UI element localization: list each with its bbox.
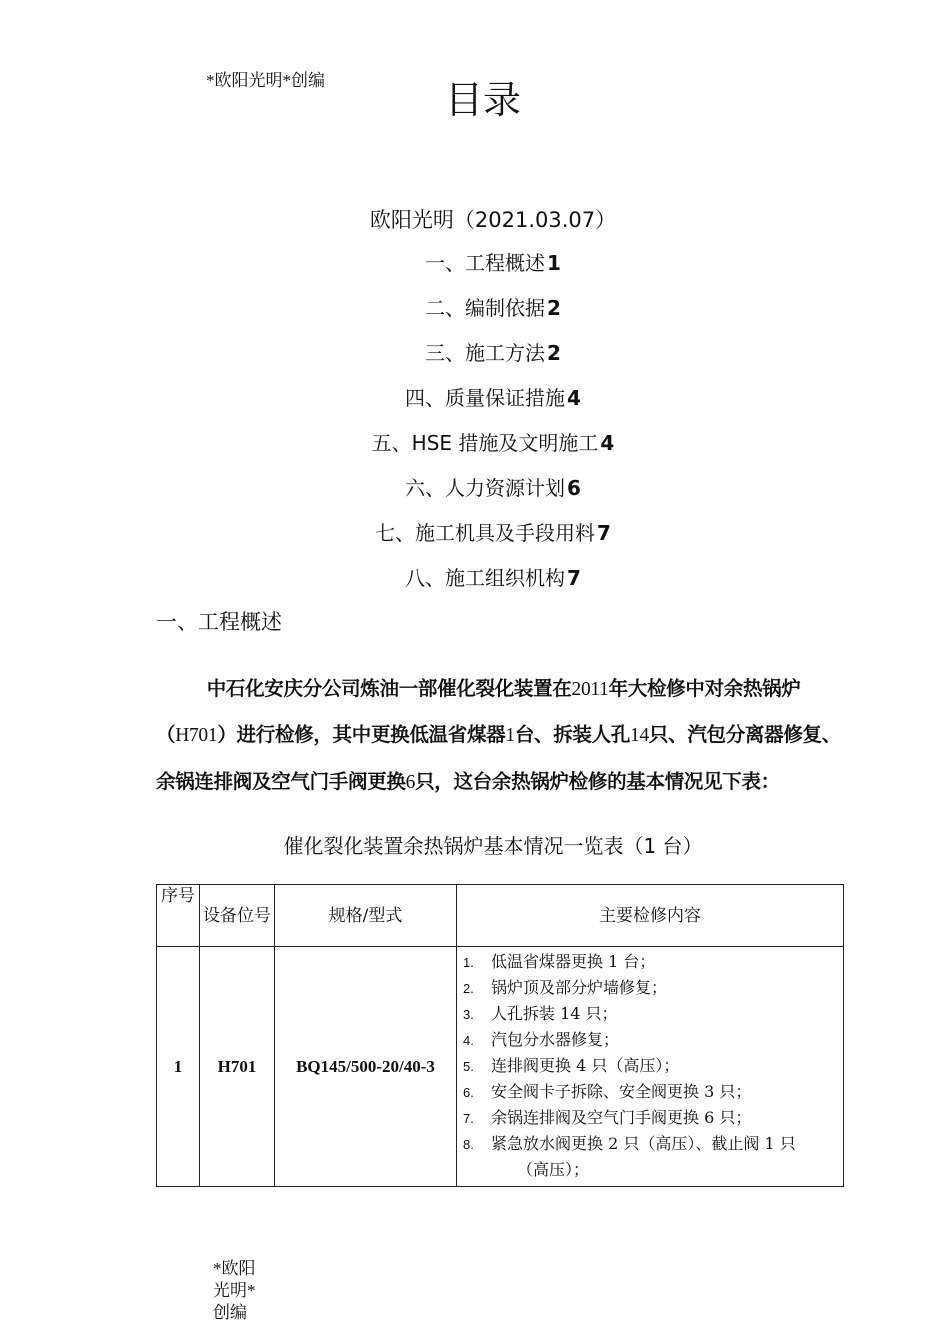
paragraph-number: 1 xyxy=(505,725,515,746)
toc-item[interactable] xyxy=(0,518,950,563)
toc-item-page: 4 xyxy=(600,431,615,455)
toc-item-label: 二、编制依据 xyxy=(425,296,546,320)
section-heading: 一、工程概述 xyxy=(156,610,282,634)
list-item-text: 人孔拆装 14 只； xyxy=(491,1004,618,1023)
table-row xyxy=(157,947,844,1187)
toc-item[interactable] xyxy=(0,248,950,293)
cell-spec: BQ145/500-20/40-3 xyxy=(275,947,457,1187)
list-item-number: 3. xyxy=(463,1007,474,1022)
header-note: *欧阳光明*创编 xyxy=(206,71,325,90)
paragraph-number: 6 xyxy=(405,771,416,793)
table-header-row xyxy=(157,885,844,947)
footer-note: *欧阳光明*创编 xyxy=(213,1259,256,1322)
list-item-number: 5. xyxy=(463,1059,474,1074)
toc-item-label: 七、施工机具及手段用料 xyxy=(375,521,596,545)
list-item xyxy=(463,1131,839,1157)
toc-item-page: 7 xyxy=(597,521,611,545)
list-item-number: 8. xyxy=(463,1137,474,1152)
toc-item-page: 7 xyxy=(567,566,581,590)
overview-paragraph xyxy=(156,666,856,806)
cell-work xyxy=(457,947,844,1187)
paragraph-text: ）进行检修，其中更换低温省煤器 xyxy=(217,723,506,746)
toc-item-page: 4 xyxy=(567,386,581,410)
toc-item-label: 一、工程概述 xyxy=(425,251,546,275)
table-of-contents xyxy=(0,248,950,608)
toc-item[interactable] xyxy=(0,293,950,338)
work-list xyxy=(463,949,839,1182)
list-item xyxy=(463,1001,839,1027)
toc-item-label: 六、人力资源计划 xyxy=(405,476,566,500)
toc-author-line: 欧阳光明（2021.03.07） xyxy=(369,208,617,232)
toc-item[interactable] xyxy=(0,338,950,383)
toc-item-page: 6 xyxy=(567,476,581,500)
toc-item[interactable] xyxy=(0,428,950,473)
list-item xyxy=(463,1105,839,1131)
list-item xyxy=(463,949,839,975)
inspection-table xyxy=(156,884,844,1187)
list-item xyxy=(463,1079,839,1105)
list-item xyxy=(463,1053,839,1079)
paragraph-text: 年大检修中对余热锅炉（ xyxy=(156,676,801,746)
table-caption: 催化裂化装置余热锅炉基本情况一览表（1 台） xyxy=(283,834,703,858)
cell-tag: H701 xyxy=(200,947,275,1187)
toc-item-label: 五、HSE 措施及文明施工 xyxy=(371,431,599,455)
toc-item-label: 四、质量保证措施 xyxy=(405,386,566,410)
list-item-number: 7. xyxy=(463,1111,474,1126)
toc-item-page: 1 xyxy=(547,251,561,275)
paragraph-text: 只、汽包分离器修复、余锅连排阀及空气门手阀更换 xyxy=(156,723,841,793)
list-item-number: 6. xyxy=(463,1085,474,1100)
cell-seq: 1 xyxy=(157,947,200,1187)
paragraph-number: 2011 xyxy=(571,678,609,700)
toc-item[interactable] xyxy=(0,473,950,518)
list-item-text: 汽包分水器修复； xyxy=(491,1030,620,1049)
list-item-text: 连排阀更换 4 只（高压）； xyxy=(491,1056,680,1075)
list-item-text: 低温省煤器更换 1 台； xyxy=(491,952,656,971)
list-item-number: 2. xyxy=(463,981,474,996)
list-item-text: 锅炉顶及部分炉墙修复； xyxy=(491,978,668,997)
list-item-text: 余锅连排阀及空气门手阀更换 6 只； xyxy=(491,1108,752,1127)
list-item-text: 安全阀卡子拆除、安全阀更换 3 只； xyxy=(491,1082,752,1101)
header-seq: 序号 xyxy=(157,885,200,947)
toc-item[interactable] xyxy=(0,563,950,608)
list-item-number: 1. xyxy=(463,955,474,970)
paragraph-number: H701 xyxy=(175,725,218,746)
list-item-continuation: （高压）； xyxy=(517,1160,590,1179)
toc-item[interactable] xyxy=(0,383,950,428)
paragraph-text: 只，这台余热锅炉检修的基本情况见下表： xyxy=(415,769,780,793)
toc-item-label: 八、施工组织机构 xyxy=(405,566,566,590)
paragraph-text: 台、拆装人孔 xyxy=(514,723,631,746)
header-tag: 设备位号 xyxy=(200,885,275,947)
list-item-text: 紧急放水阀更换 2 只（高压）、截止阀 1 只 xyxy=(491,1134,796,1153)
list-item xyxy=(463,975,839,1001)
toc-item-page: 2 xyxy=(547,341,561,365)
paragraph-text: 中石化安庆分公司炼油一部催化裂化装置在 xyxy=(206,676,572,700)
page-title: 目录 xyxy=(444,78,521,122)
header-work: 主要检修内容 xyxy=(457,885,844,947)
list-item xyxy=(463,1027,839,1053)
toc-item-page: 2 xyxy=(547,296,561,320)
list-item-number: 4. xyxy=(463,1033,474,1048)
toc-item-label: 三、施工方法 xyxy=(425,341,546,365)
header-spec: 规格/型式 xyxy=(275,885,457,947)
paragraph-number: 14 xyxy=(630,725,649,746)
